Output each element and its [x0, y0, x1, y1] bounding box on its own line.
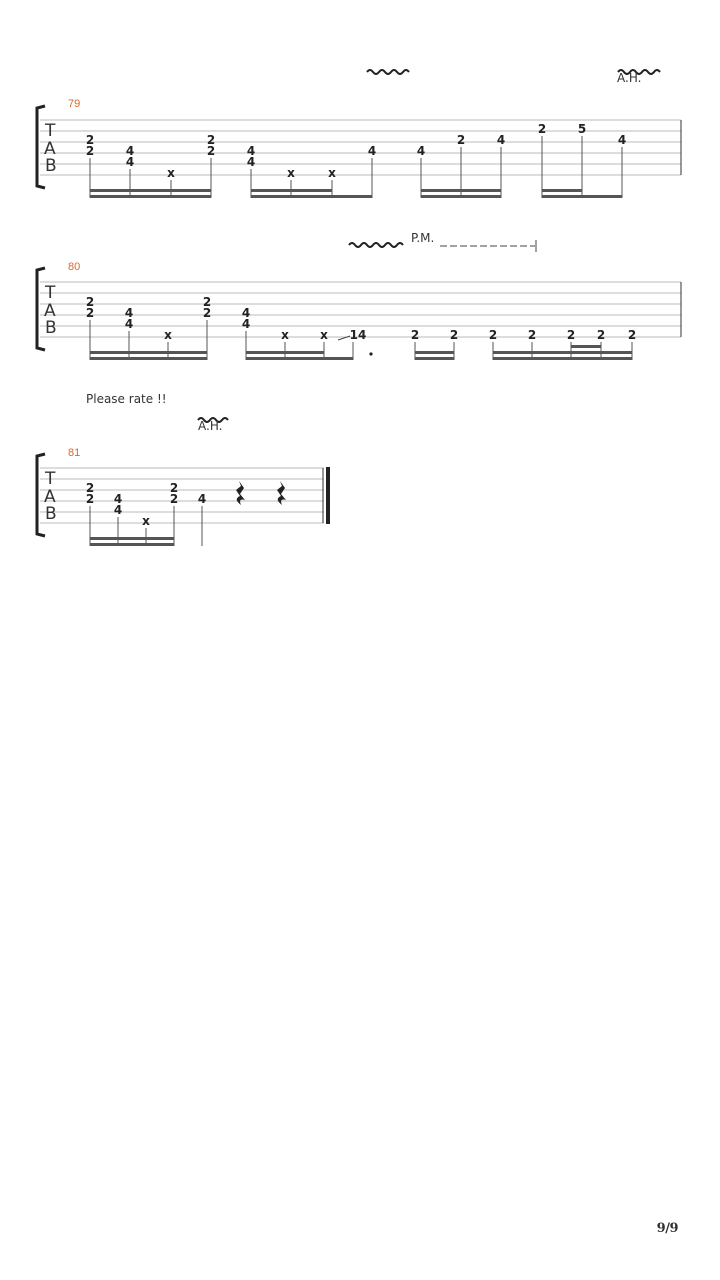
tab-note: 4 [416, 144, 426, 158]
tab-note: 2 [85, 144, 95, 158]
tab-note: 4 [197, 492, 207, 506]
tab-note: 4 [124, 317, 134, 331]
tab-system-3 [37, 418, 330, 546]
tab-system-1 [37, 70, 681, 198]
tab-note: 4 [124, 306, 134, 320]
tab-clef-a: A [44, 487, 56, 507]
measure-number: 79 [68, 98, 81, 110]
tab-note: 4 [113, 503, 123, 517]
tab-note: 2 [537, 122, 547, 136]
tab-clef-b: B [45, 504, 57, 524]
tab-note: 2 [206, 144, 216, 158]
tab-note: 2 [488, 328, 498, 342]
tab-note: x [328, 166, 336, 180]
vibrato-mark [367, 70, 409, 74]
tab-note: 2 [527, 328, 537, 342]
tab-note: 4 [125, 155, 135, 169]
tab-note: 4 [241, 317, 251, 331]
tab-clef-t: T [45, 469, 56, 489]
vibrato-mark [349, 243, 403, 247]
tab-note: x [164, 328, 172, 342]
tab-note: 4 [113, 492, 123, 506]
tab-note: 2 [169, 481, 179, 495]
tab-note: 2 [566, 328, 576, 342]
note-beams [90, 345, 632, 360]
tab-note: 2 [206, 133, 216, 147]
tab-clef-t: T [45, 121, 56, 141]
artificial-harmonic-label: A.H. [198, 419, 223, 433]
note-beams [90, 537, 174, 546]
tab-note: x [142, 514, 150, 528]
tab-note: 4 [246, 155, 256, 169]
tab-clef-a: A [44, 301, 56, 321]
tab-note: 4 [246, 144, 256, 158]
tab-note: 2 [85, 481, 95, 495]
tab-notes [86, 295, 636, 342]
tab-note: 4 [496, 133, 506, 147]
tab-clef-t: T [45, 283, 56, 303]
tab-note: 4 [617, 133, 627, 147]
tab-note: 5 [577, 122, 587, 136]
measure-number: 80 [68, 261, 81, 273]
tab-note: 4 [241, 306, 251, 320]
tab-note: 2 [85, 492, 95, 506]
tab-note: 4 [367, 144, 377, 158]
tab-notes [86, 481, 206, 528]
please-rate-text: Please rate !! [86, 392, 167, 406]
tab-note: 2 [627, 328, 637, 342]
palm-mute-label: P.M. [411, 231, 435, 245]
tab-note: 2 [85, 133, 95, 147]
tab-note: x [287, 166, 295, 180]
tab-note: 2 [85, 306, 95, 320]
dot-mark [369, 352, 372, 355]
tab-clef-b: B [45, 318, 57, 338]
tab-clef-a: A [44, 139, 56, 159]
page-number: 9/9 [656, 1221, 678, 1236]
tab-clef-b: B [45, 156, 57, 176]
tab-note: 2 [596, 328, 606, 342]
tab-note: 2 [449, 328, 459, 342]
final-barline-thick [326, 467, 330, 524]
tab-note: x [167, 166, 175, 180]
measure-number: 81 [68, 447, 81, 459]
tab-note: x [281, 328, 289, 342]
artificial-harmonic-label: A.H. [617, 71, 642, 85]
tab-note: 2 [202, 295, 212, 309]
tab-note: 4 [125, 144, 135, 158]
tab-note: 14 [349, 328, 367, 342]
tab-note: 2 [169, 492, 179, 506]
tab-note: x [320, 328, 328, 342]
tab-note: 2 [456, 133, 466, 147]
tab-system-2 [37, 231, 681, 360]
tab-note: 2 [202, 306, 212, 320]
tab-note: 2 [85, 295, 95, 309]
tab-note: 2 [410, 328, 420, 342]
